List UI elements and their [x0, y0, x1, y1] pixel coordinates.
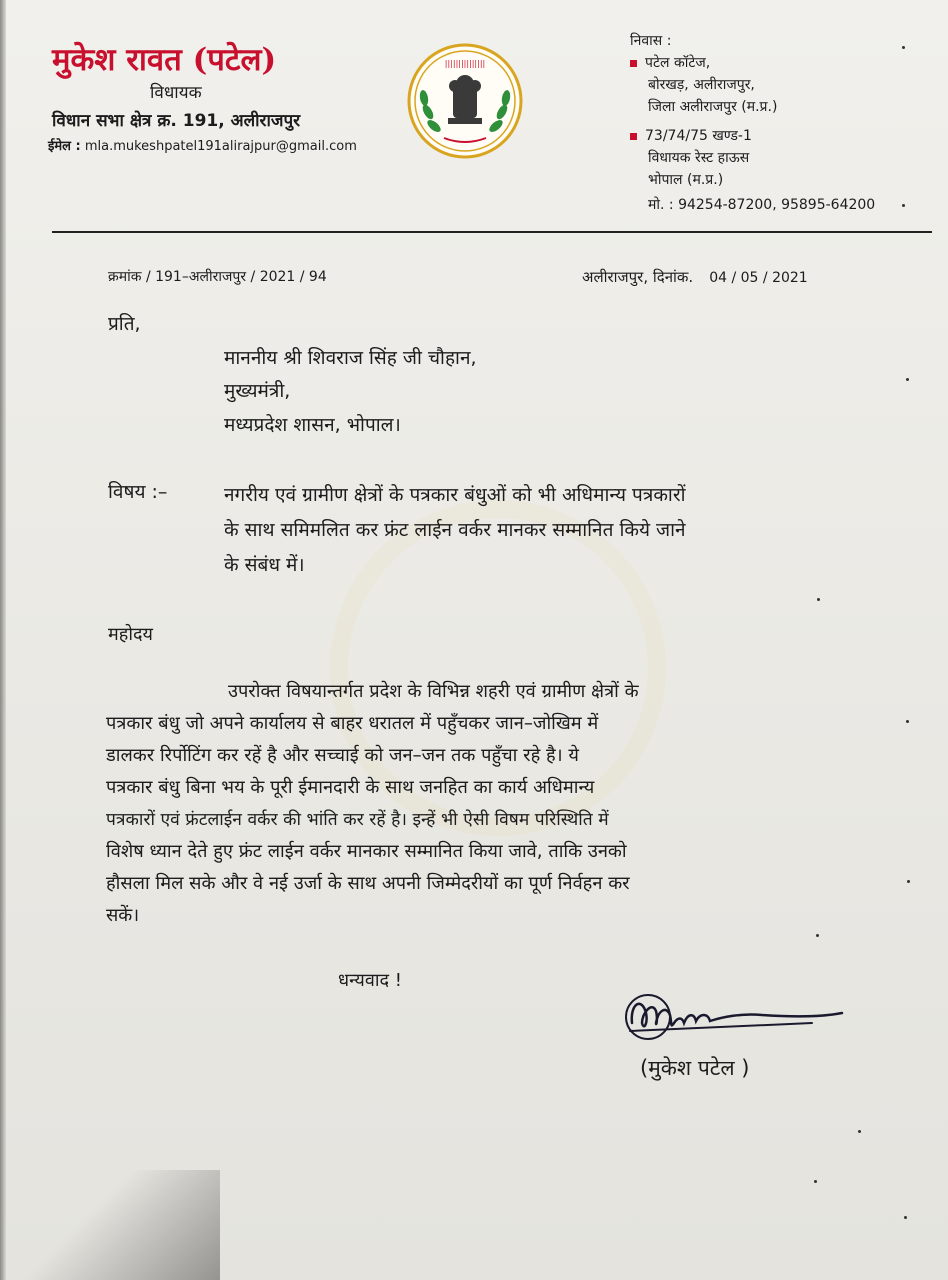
- address-text: 73/74/75 खण्ड-1: [645, 128, 752, 144]
- scan-speck: [902, 204, 905, 207]
- letterhead-name: मुकेश रावत (पटेल): [52, 42, 277, 78]
- closing: धन्यवाद !: [338, 970, 402, 991]
- reference-number: क्रमांक / 191–अलीराजपुर / 2021 / 94: [108, 269, 327, 285]
- body-line: पत्रकार बंधु बिना भय के पूरी ईमानदारी के साथ जनहित का कार्य अधिमान्य: [106, 777, 595, 798]
- address-line-1: [630, 53, 710, 72]
- corner-shadow: [0, 1170, 220, 1280]
- body-line: उपरोक्त विषयान्तर्गत प्रदेश के विभिन्न शहरी एवं ग्रामीण क्षेत्रों के: [228, 681, 639, 702]
- body-line: डालकर रिर्पोटिंग कर रहें है और सच्चाई को जन–जन तक पहुँचा रहे है। ये: [106, 745, 579, 766]
- scan-speck: [902, 46, 905, 49]
- recipient-line-2: मुख्यमंत्री,: [224, 380, 291, 402]
- letterhead-constituency: विधान सभा क्षेत्र क्र. 191, अलीराजपुर: [52, 111, 301, 131]
- salutation: महोदय: [108, 624, 153, 645]
- address-text: पटेल कॉटेज,: [645, 55, 711, 71]
- address-line-4: [630, 126, 752, 145]
- signatory-name: (मुकेश पटेल ): [640, 1056, 750, 1080]
- handwritten-signature-icon: [612, 983, 852, 1063]
- address-line-2: बोरखड़, अलीराजपुर,: [648, 77, 755, 93]
- email-label: ईमेल :: [48, 139, 81, 154]
- scan-speck: [858, 1130, 861, 1133]
- subject-line: नगरीय एवं ग्रामीण क्षेत्रों के पत्रकार बंधुओं को भी अधिमान्य पत्रकारों: [224, 484, 686, 506]
- subject-label: विषय :–: [108, 481, 168, 503]
- address-line-5: विधायक रेस्ट हाऊस: [648, 150, 750, 166]
- address-line-6: भोपाल (म.प्र.): [648, 172, 724, 188]
- recipient-line-3: मध्यप्रदेश शासन, भोपाल।: [224, 414, 401, 436]
- address-phone: मो. : 94254-87200, 95895-64200: [648, 197, 876, 213]
- letterhead-designation: विधायक: [150, 83, 202, 103]
- scan-speck: [906, 720, 909, 723]
- svg-text:|||||||||||||||: |||||||||||||||: [444, 59, 486, 68]
- address-line-3: जिला अलीराजपुर (म.प्र.): [648, 99, 778, 115]
- scan-speck: [816, 934, 819, 937]
- body-line: पत्रकारों एवं फ्रंटलाईन वर्कर की भांति कर रहें है। इन्हें भी ऐसी विषम परिस्थिति में: [106, 810, 609, 830]
- body-line: पत्रकार बंधु जो अपने कार्यालय से बाहर धरातल में पहुँचकर जान–जोखिम में: [106, 713, 599, 734]
- subject-line: के संबंध में।: [224, 554, 305, 576]
- recipient-line-1: माननीय श्री शिवराज सिंह जी चौहान,: [224, 347, 477, 369]
- scan-speck: [906, 378, 909, 381]
- place-date: [582, 267, 808, 287]
- scan-speck: [817, 598, 820, 601]
- place-date-label: अलीराजपुर, दिनांक.: [582, 268, 694, 286]
- bullet-icon: [630, 60, 637, 67]
- scan-speck: [814, 1180, 817, 1183]
- bullet-icon: [630, 133, 637, 140]
- address-heading: निवास :: [630, 33, 672, 49]
- email-address: mla.mukeshpatel191alirajpur@gmail.com: [84, 139, 357, 154]
- body-line: सकें।: [106, 905, 140, 926]
- body-line: हौसला मिल सके और वे नई उर्जा के साथ अपनी जिम्मेदरीयों का पूर्ण निर्वहन कर: [106, 873, 630, 894]
- paper-edge: [0, 0, 6, 1280]
- subject-line: के साथ समिमलित कर फ्रंट लाईन वर्कर मानकर सम्मानित किये जाने: [224, 519, 686, 541]
- scan-speck: [907, 880, 910, 883]
- scan-speck: [904, 1216, 907, 1219]
- body-paragraph: [106, 676, 866, 932]
- letter-date: 04 / 05 / 2021: [709, 270, 808, 286]
- header-divider: [52, 231, 932, 233]
- to-label: प्रति,: [108, 313, 141, 335]
- letterhead-email-line: [48, 136, 357, 154]
- body-line: विशेष ध्यान देते हुए फ्रंट लाईन वर्कर मानकार सम्मानित किया जावे, ताकि उनको: [106, 841, 627, 862]
- subject-text: [224, 478, 686, 583]
- assembly-seal-icon: [406, 42, 524, 160]
